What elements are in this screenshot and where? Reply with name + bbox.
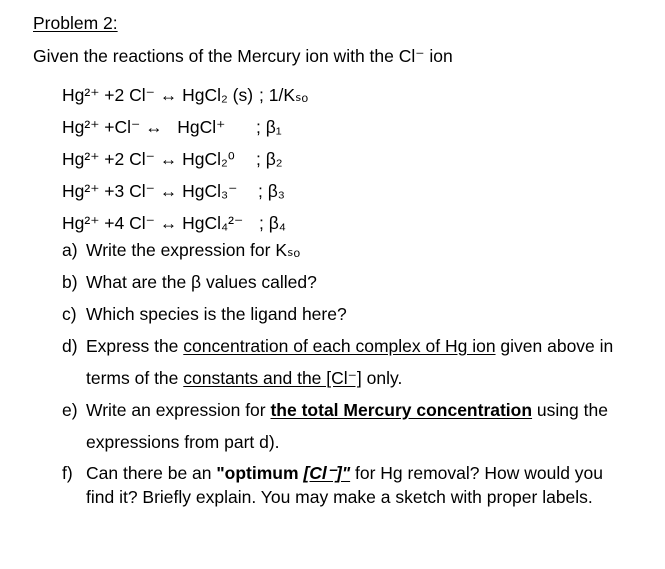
equilibrium-constant: ; 1/Kₛₒ (259, 85, 309, 105)
question-label: d) (62, 336, 78, 356)
question-list (62, 239, 622, 509)
reaction-list (62, 79, 309, 239)
question-label: e) (62, 400, 78, 420)
question-label: f) (62, 463, 73, 483)
reaction-equation: Hg²⁺ +4 Cl⁻ ↔ HgCl₄²⁻ (62, 213, 244, 233)
question-d (62, 330, 622, 394)
question-text-post: only. (361, 368, 403, 388)
question-text: What are the β values called? (86, 272, 317, 292)
reaction-equation: Hg²⁺ +Cl⁻ ↔ HgCl⁺ (62, 117, 226, 137)
question-bold-underlined-phrase: the total Mercury concentration (270, 400, 533, 420)
question-text: Which species is the ligand here? (86, 304, 347, 324)
problem-title: Problem 2: (33, 13, 118, 33)
reaction-row (62, 143, 283, 175)
equilibrium-constant: ; β₁ (256, 117, 282, 137)
question-bold-italic-underlined-phrase: [Cl⁻]" (303, 463, 351, 483)
question-text-post: using the expressions from part d). (86, 400, 608, 452)
question-text-pre: Can there be an (86, 463, 217, 483)
question-f (62, 458, 622, 509)
question-bold-phrase: "optimum (216, 463, 304, 483)
problem-intro: Given the reactions of the Mercury ion with the Cl⁻ ion (33, 46, 453, 66)
question-text-pre: Express the (86, 336, 184, 356)
question-text: Write the expression for Kₛₒ (86, 240, 301, 260)
question-text-pre: Write an expression for (86, 400, 271, 420)
reaction-equation: Hg²⁺ +2 Cl⁻ ↔ HgCl₂ (s) (62, 85, 254, 105)
question-label: a) (62, 240, 78, 260)
reaction-row (62, 207, 286, 239)
question-b (62, 271, 622, 303)
question-text-post: for Hg removal? How would you find it? Briefly explain. You may make a sketch with proper labels. (86, 463, 604, 507)
equilibrium-constant: ; β₃ (258, 181, 285, 201)
reaction-row (62, 175, 285, 207)
reaction-equation: Hg²⁺ +3 Cl⁻ ↔ HgCl₃⁻ (62, 181, 238, 201)
question-a (62, 239, 622, 271)
question-underlined-phrase: constants and the [Cl⁻] (183, 368, 362, 388)
equilibrium-constant: ; β₄ (259, 213, 286, 233)
question-text-mid: given above in terms of the (86, 336, 614, 388)
reaction-row (62, 79, 309, 111)
reaction-equation: Hg²⁺ +2 Cl⁻ ↔ HgCl₂⁰ (62, 149, 235, 169)
reaction-row (62, 111, 282, 143)
question-e (62, 394, 622, 458)
question-label: b) (62, 272, 78, 292)
question-label: c) (62, 304, 77, 324)
question-underlined-phrase: concentration of each complex of Hg ion (183, 336, 496, 356)
equilibrium-constant: ; β₂ (256, 149, 283, 169)
